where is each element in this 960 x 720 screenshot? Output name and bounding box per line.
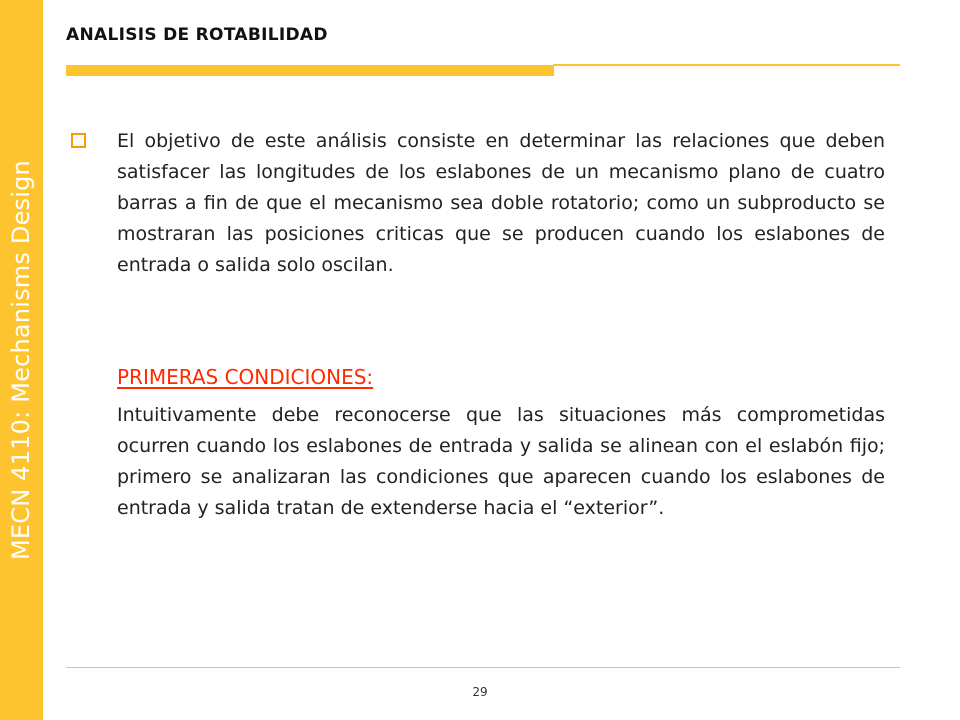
course-label: MECN 4110: Mechanisms Design (7, 160, 35, 560)
footer-divider (66, 667, 900, 668)
body-text (117, 126, 885, 281)
sidebar-band (0, 0, 43, 720)
body-text-2 (117, 400, 885, 524)
section-subtitle: PRIMERAS CONDICIONES: (117, 365, 374, 389)
title-underline-line (553, 64, 900, 66)
page-number: 29 (472, 685, 488, 699)
title-underline-bar (66, 65, 554, 76)
paragraph-conditions: Intuitivamente debe reconocerse que las situaciones más comprometidas ocurren cuando los eslabones de entrada y salida se alinean con el eslabón fijo; primero se analizaran las condiciones que aparecen cuando los eslabones de entrada y salida tratan de extenderse hacia el “exterior”. (117, 404, 885, 519)
page-title: ANALISIS DE ROTABILIDAD (66, 25, 328, 45)
paragraph-objective: El objetivo de este análisis consiste en determinar las relaciones que deben satisfacer las longitudes de los eslabones de un mecanismo plano de cuatro barras a fin de que el mecanismo sea doble rotatorio; como un subproducto se mostraran las posiciones criticas que se producen cuando los eslabones de entrada o salida solo oscilan. (117, 130, 885, 276)
square-bullet-icon (71, 133, 86, 148)
